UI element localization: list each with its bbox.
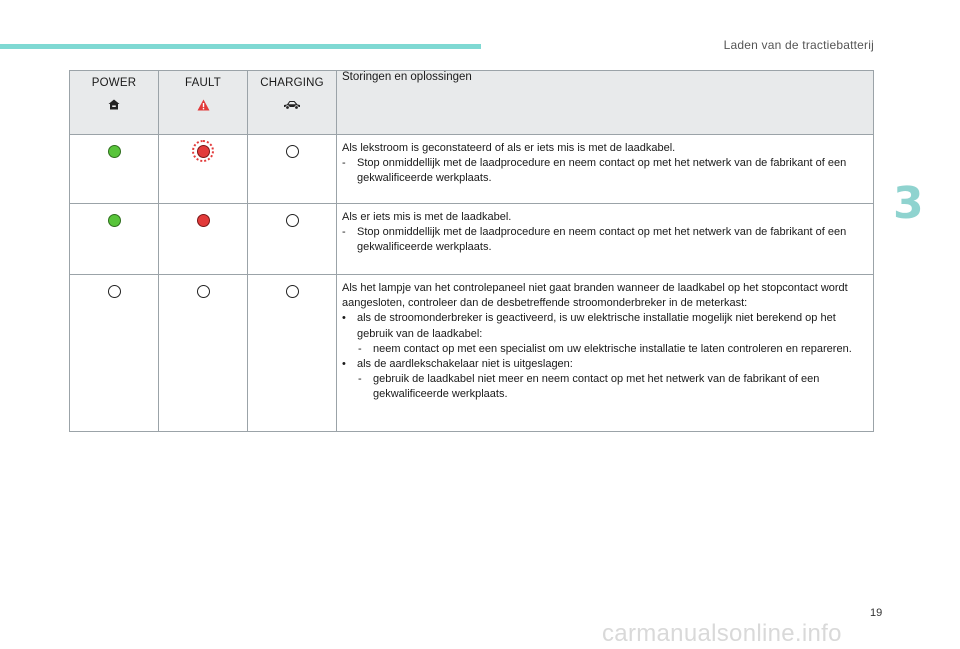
power-cell — [70, 275, 159, 432]
header-description: Storingen en oplossingen — [337, 71, 874, 135]
fault-cell — [159, 135, 248, 204]
bullet-text: Stop onmiddellijk met de laadprocedure en neem contact op met het netwerk van de fabrikant of een gekwalificeerde werkplaats. — [357, 157, 847, 185]
bullet-mark: • — [342, 358, 346, 371]
header-charging — [248, 71, 337, 135]
charging-led-off-icon — [286, 285, 299, 298]
chapter-title: Laden van de tractiebatterij — [723, 38, 874, 52]
description-cell — [337, 275, 874, 432]
power-led-off-icon — [108, 285, 121, 298]
warning-triangle-icon — [197, 99, 210, 111]
header-fault — [159, 71, 248, 135]
page-number: 19 — [870, 607, 883, 619]
description-bullet — [342, 156, 865, 186]
power-led-green-icon — [108, 145, 121, 158]
description-bullet — [342, 357, 865, 372]
power-led-green-icon — [108, 214, 121, 227]
description-intro: Als lekstroom is geconstateerd of als er iets mis is met de laadkabel. — [342, 142, 676, 154]
bullet-mark: • — [342, 312, 346, 325]
header-power — [70, 71, 159, 135]
bullet-text: Stop onmiddellijk met de laadprocedure en neem contact op met het netwerk van de fabrikant of een gekwalificeerde werkplaats. — [357, 226, 847, 254]
fault-led-red-icon — [197, 214, 210, 227]
description-bullet — [342, 311, 865, 341]
charging-cell — [248, 135, 337, 204]
header-power-label: POWER — [91, 77, 137, 89]
description-sub-bullet — [342, 372, 865, 402]
car-icon — [283, 99, 301, 110]
description-cell — [337, 204, 874, 275]
bullet-mark: - — [342, 157, 346, 170]
description-bullet — [342, 225, 865, 255]
accent-bar — [0, 44, 481, 49]
fault-led-red-blinking-icon — [197, 145, 210, 158]
charging-led-off-icon — [286, 214, 299, 227]
description-sub-bullet — [342, 342, 865, 357]
bullet-text: als de stroomonderbreker is geactiveerd, is uw elektrische installatie mogelijk niet berekend op het gebruik van de laadkabel: — [357, 312, 836, 340]
power-cell — [70, 204, 159, 275]
sub-bullet-text: gebruik de laadkabel niet meer en neem contact op met het netwerk van de fabrikant of een gekwalificeerde werkplaats. — [373, 373, 820, 401]
header-charging-label: CHARGING — [260, 77, 324, 89]
table-row — [70, 204, 874, 275]
fault-table — [69, 70, 874, 432]
sub-bullet-text: neem contact op met een specialist om uw elektrische installatie te laten controleren en repareren. — [373, 342, 852, 355]
bullet-text: als de aardlekschakelaar niet is uitgeslagen: — [357, 358, 573, 371]
description-cell — [337, 135, 874, 204]
fault-led-off-icon — [197, 285, 210, 298]
fault-cell — [159, 275, 248, 432]
header-fault-label: FAULT — [185, 77, 221, 89]
house-icon — [108, 99, 120, 110]
chapter-number: 3 — [893, 178, 924, 229]
table-row — [70, 135, 874, 204]
description-intro: Als er iets mis is met de laadkabel. — [342, 211, 512, 223]
fault-cell — [159, 204, 248, 275]
table-header-row — [70, 71, 874, 135]
bullet-mark: - — [342, 226, 346, 239]
sub-bullet-mark: - — [358, 342, 362, 355]
watermark: carmanualsonline.info — [602, 620, 842, 647]
sub-bullet-mark: - — [358, 373, 362, 386]
charging-led-off-icon — [286, 145, 299, 158]
power-cell — [70, 135, 159, 204]
charging-cell — [248, 204, 337, 275]
table-row — [70, 275, 874, 432]
charging-cell — [248, 275, 337, 432]
description-intro: Als het lampje van het controlepaneel niet gaat branden wanneer de laadkabel op het stopcontact wordt aangesloten, controleer dan de desbetreffende stroomonderbreker in de meterkast: — [342, 282, 848, 310]
